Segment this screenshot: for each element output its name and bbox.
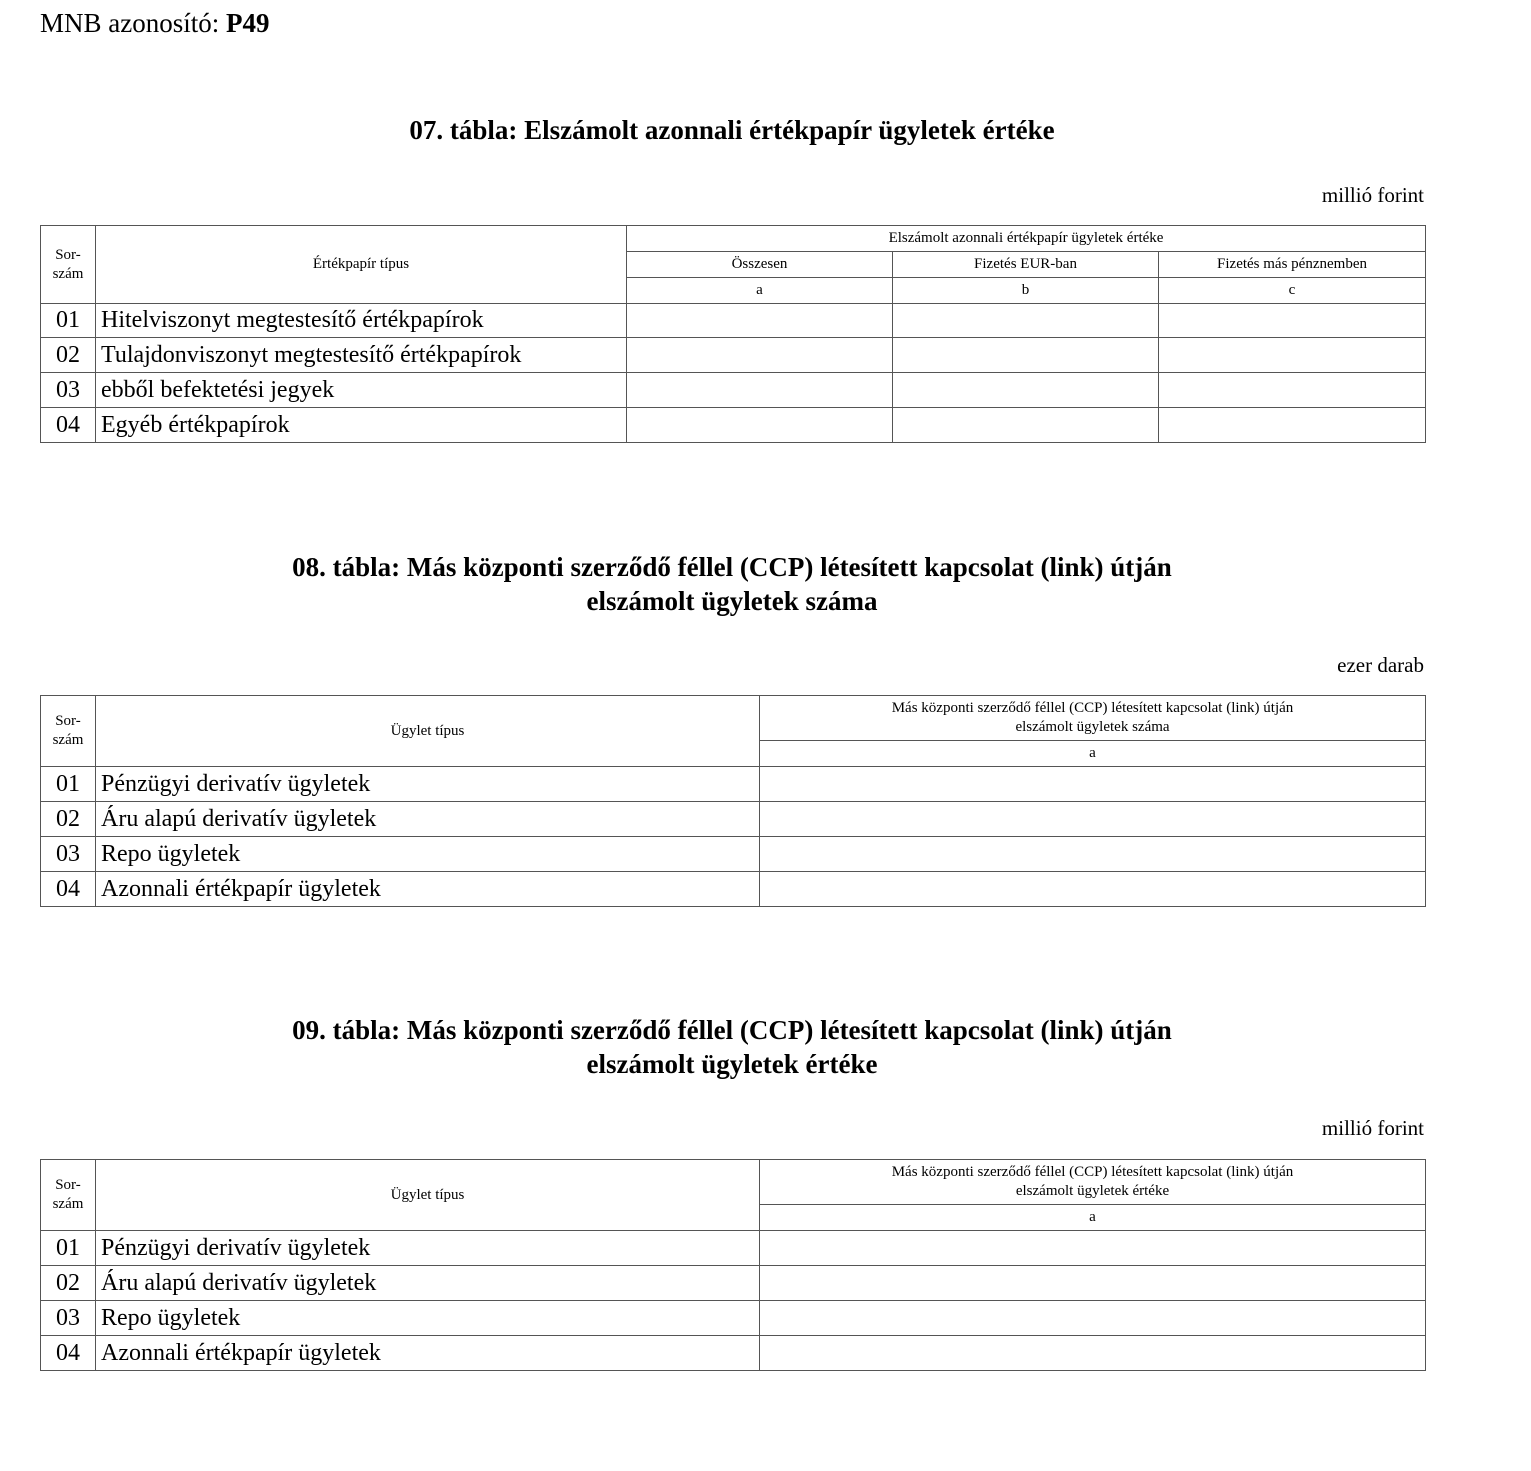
value-cell[interactable]: [1159, 408, 1426, 443]
row-number: 01: [41, 1231, 96, 1266]
table07-col-code: b: [893, 278, 1159, 304]
value-cell[interactable]: [760, 837, 1426, 872]
row-number: 04: [41, 872, 96, 907]
value-cell[interactable]: [627, 373, 893, 408]
table-row: [41, 802, 1426, 837]
table-row: [41, 338, 1426, 373]
table07-col-code: c: [1159, 278, 1426, 304]
table08: [40, 695, 1426, 907]
table07-group-header: Elszámolt azonnali értékpapír ügyletek értéke: [627, 226, 1426, 252]
value-cell[interactable]: [893, 373, 1159, 408]
table07-col-header: Fizetés más pénznemben: [1159, 252, 1426, 278]
row-number: 04: [41, 1336, 96, 1371]
value-cell[interactable]: [1159, 304, 1426, 338]
mnb-identifier: [40, 8, 270, 39]
row-number: 03: [41, 1301, 96, 1336]
table07-col-code: a: [627, 278, 893, 304]
mnb-code: P49: [226, 8, 270, 38]
table-row: [41, 1301, 1426, 1336]
table-row: [41, 408, 1426, 443]
table-row: [41, 767, 1426, 802]
row-number: 02: [41, 338, 96, 373]
table07-unit: millió forint: [1321, 183, 1424, 207]
table08-title-line1: 08. tábla: Más központi szerződő féllel (CCP) létesített kapcsolat (link) útján: [292, 552, 1172, 582]
row-label: Pénzügyi derivatív ügyletek: [96, 1231, 760, 1266]
table-row: [41, 373, 1426, 408]
table08-title-line2: elszámolt ügyletek száma: [586, 586, 878, 616]
row-number: 02: [41, 1266, 96, 1301]
table-row: [41, 872, 1426, 907]
table-row: [41, 1266, 1426, 1301]
table07-col-header: Összesen: [627, 252, 893, 278]
table07-col-header: Fizetés EUR-ban: [893, 252, 1159, 278]
value-cell[interactable]: [760, 1301, 1426, 1336]
value-cell[interactable]: [760, 767, 1426, 802]
value-cell[interactable]: [760, 1336, 1426, 1371]
row-number: 01: [41, 304, 96, 338]
table07: [40, 225, 1426, 443]
table09-header-type: Ügylet típus: [96, 1160, 760, 1231]
row-label: Repo ügyletek: [96, 1301, 760, 1336]
table08-col-code: a: [760, 741, 1426, 767]
table09: [40, 1159, 1426, 1371]
value-cell[interactable]: [627, 338, 893, 373]
table08-header-type: Ügylet típus: [96, 696, 760, 767]
table09-value-header: Más központi szerződő féllel (CCP) létesített kapcsolat (link) útján elszámolt ügyletek értéke: [760, 1160, 1426, 1205]
table08-unit: ezer darab: [1337, 653, 1424, 677]
value-cell[interactable]: [893, 304, 1159, 338]
table07-title: 07. tábla: Elszámolt azonnali értékpapír ügyletek értéke: [409, 115, 1055, 145]
row-label: ebből befektetési jegyek: [96, 373, 627, 408]
row-label: Tulajdonviszonyt megtestesítő értékpapírok: [96, 338, 627, 373]
table-row: [41, 837, 1426, 872]
table07-header-sor: Sor- szám: [41, 226, 96, 304]
table07-header-type: Értékpapír típus: [96, 226, 627, 304]
row-label: Áru alapú derivatív ügyletek: [96, 1266, 760, 1301]
row-number: 01: [41, 767, 96, 802]
table08-title: [0, 550, 1464, 618]
row-label: Azonnali értékpapír ügyletek: [96, 1336, 760, 1371]
value-cell[interactable]: [760, 1231, 1426, 1266]
row-label: Pénzügyi derivatív ügyletek: [96, 767, 760, 802]
table09-title: [0, 1013, 1464, 1081]
row-label: Repo ügyletek: [96, 837, 760, 872]
value-cell[interactable]: [893, 408, 1159, 443]
table09-title-line2: elszámolt ügyletek értéke: [586, 1049, 878, 1079]
value-cell[interactable]: [893, 338, 1159, 373]
table09-title-line1: 09. tábla: Más központi szerződő féllel (CCP) létesített kapcsolat (link) útján: [292, 1015, 1172, 1045]
table09-col-code: a: [760, 1205, 1426, 1231]
table09-unit: millió forint: [1321, 1116, 1424, 1140]
value-cell[interactable]: [627, 408, 893, 443]
row-label: Hitelviszonyt megtestesítő értékpapírok: [96, 304, 627, 338]
value-cell[interactable]: [627, 304, 893, 338]
row-label: Egyéb értékpapírok: [96, 408, 627, 443]
mnb-label: MNB azonosító:: [40, 8, 220, 38]
table-row: [41, 1336, 1426, 1371]
row-number: 03: [41, 373, 96, 408]
row-number: 02: [41, 802, 96, 837]
value-cell[interactable]: [760, 802, 1426, 837]
row-label: Azonnali értékpapír ügyletek: [96, 872, 760, 907]
row-number: 03: [41, 837, 96, 872]
table08-header-sor: Sor- szám: [41, 696, 96, 767]
row-number: 04: [41, 408, 96, 443]
table08-value-header: Más központi szerződő féllel (CCP) létesített kapcsolat (link) útján elszámolt ügyletek száma: [760, 696, 1426, 741]
value-cell[interactable]: [760, 1266, 1426, 1301]
row-label: Áru alapú derivatív ügyletek: [96, 802, 760, 837]
table-row: [41, 304, 1426, 338]
value-cell[interactable]: [1159, 338, 1426, 373]
value-cell[interactable]: [1159, 373, 1426, 408]
table09-header-sor: Sor- szám: [41, 1160, 96, 1231]
table-row: [41, 1231, 1426, 1266]
value-cell[interactable]: [760, 872, 1426, 907]
